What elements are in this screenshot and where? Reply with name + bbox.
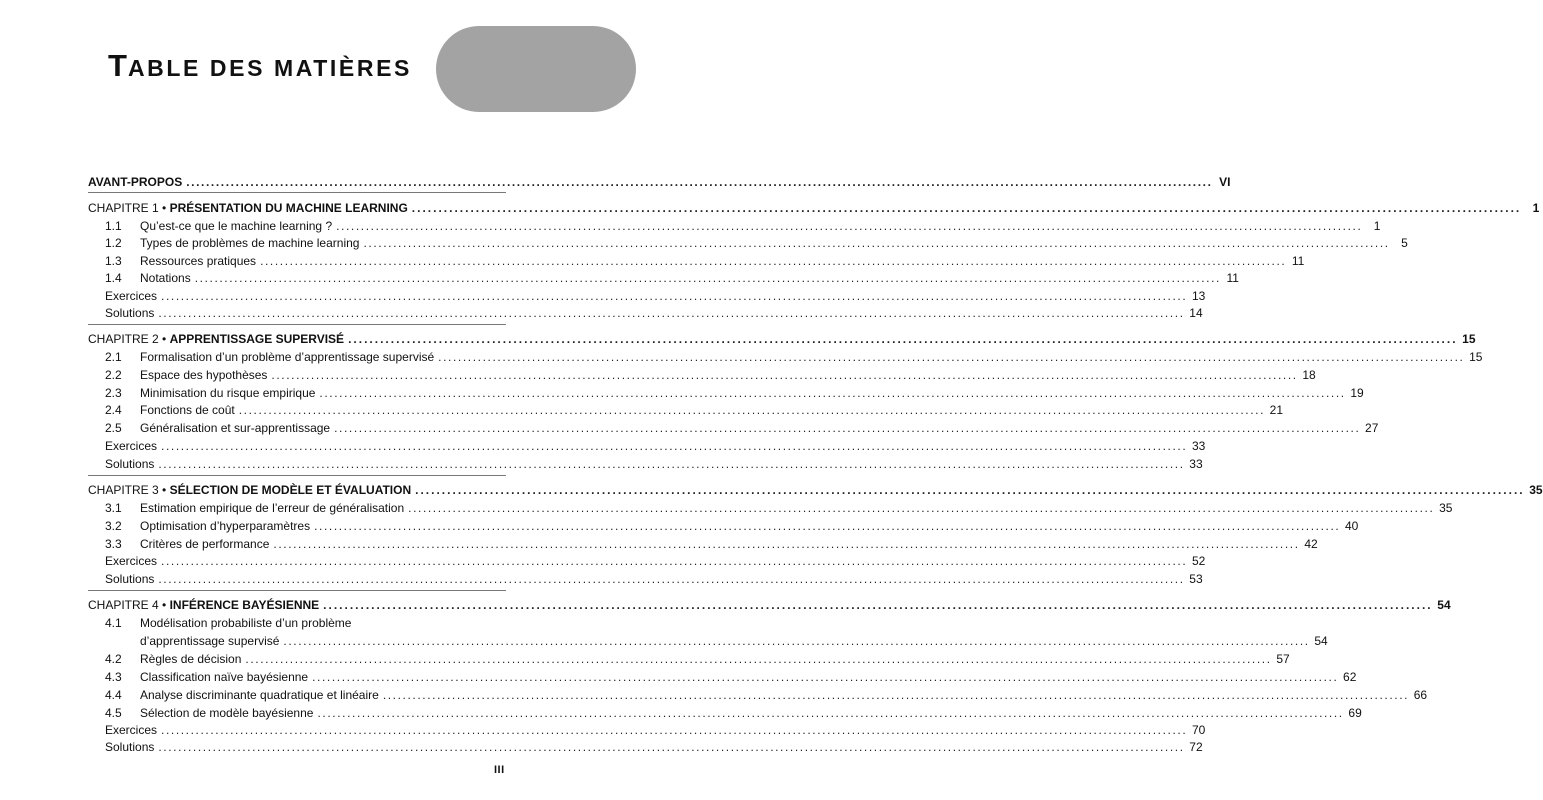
chapter-heading [88, 331, 344, 348]
section-label: Ressources pratiques [140, 254, 257, 268]
section-label: Minimisation du risque empirique [140, 386, 316, 400]
chapter-prefix: CHAPITRE 4 • [88, 598, 167, 612]
section-label: Notations [140, 271, 191, 285]
section-page: 57 [1276, 652, 1290, 666]
solutions-label: Solutions [105, 457, 155, 471]
section-label: Règles de décision [140, 652, 242, 666]
section-number: 4.1 [105, 616, 122, 630]
section-label: Critères de performance [140, 537, 270, 551]
toc-section[interactable] [105, 402, 1284, 419]
dot-leader [334, 420, 1360, 437]
section-page: 35 [1439, 501, 1453, 515]
dot-leader [271, 367, 1297, 384]
dot-leader [363, 235, 1389, 252]
section-label: d’apprentissage supervisé [140, 634, 280, 648]
toc-section[interactable] [105, 235, 1408, 252]
toc-section[interactable] [105, 270, 1239, 287]
chapter-heading [88, 200, 408, 217]
divider [88, 590, 506, 591]
section-number: 2.1 [105, 350, 122, 364]
section-label: Estimation empirique de l’erreur de généralisation [140, 501, 405, 515]
solutions-page: 14 [1189, 306, 1203, 320]
chapter-title: SÉLECTION DE MODÈLE ET ÉVALUATION [169, 483, 412, 497]
section-number: 4.3 [105, 670, 122, 684]
section-label: Généralisation et sur-apprentissage [140, 421, 331, 435]
chapter-page: 35 [1529, 483, 1543, 497]
dot-leader [260, 253, 1286, 270]
divider [88, 324, 506, 325]
chapter-page: 15 [1462, 332, 1476, 346]
toc-section[interactable] [105, 687, 1428, 704]
toc-section[interactable] [105, 253, 1305, 270]
section-label: Optimisation d’hyperparamètres [140, 519, 311, 533]
section-number: 4.5 [105, 706, 122, 720]
dot-leader [158, 571, 1184, 588]
section-label: Sélection de modèle bayésienne [140, 706, 314, 720]
section-label: Fonctions de coût [140, 403, 235, 417]
dot-leader [161, 438, 1187, 455]
section-number: 4.4 [105, 688, 122, 702]
dot-leader [186, 174, 1212, 191]
dot-leader [161, 288, 1187, 305]
chapter-prefix: CHAPITRE 1 • [88, 201, 167, 215]
dot-leader [438, 349, 1464, 366]
section-number: 2.3 [105, 386, 122, 400]
section-page: 62 [1343, 670, 1357, 684]
section-number: 1.1 [105, 219, 122, 233]
section-page: 42 [1304, 537, 1318, 551]
dot-leader [158, 456, 1184, 473]
solutions-label: Solutions [105, 740, 155, 754]
section-number: 3.2 [105, 519, 122, 533]
dot-leader [336, 218, 1362, 235]
section-page: 27 [1365, 421, 1379, 435]
toc-chapter-1[interactable] [88, 200, 1540, 217]
section-label: Qu’est-ce que le machine learning ? [140, 219, 333, 233]
dot-leader [158, 739, 1184, 756]
dot-leader [383, 687, 1409, 704]
solutions-label: Solutions [105, 306, 155, 320]
toc-section[interactable] [105, 651, 1290, 668]
exercices-label: Exercices [105, 554, 158, 568]
toc-solutions[interactable] [105, 305, 1203, 322]
page-title-rest: ABLE DES MATIÈRES [127, 55, 412, 81]
toc-chapter-2[interactable] [88, 331, 1476, 348]
dot-leader [317, 705, 1343, 722]
dot-leader [319, 385, 1345, 402]
toc-section[interactable] [105, 349, 1483, 366]
toc-entry-avant-propos[interactable] [88, 174, 1231, 191]
exercices-label: Exercices [105, 289, 158, 303]
chapter-page: 1 [1532, 201, 1540, 215]
toc-section[interactable] [105, 518, 1359, 535]
section-label: Types de problèmes de machine learning [140, 236, 360, 250]
dot-leader [161, 722, 1187, 739]
section-number: 1.2 [105, 236, 122, 250]
section-page: 11 [1291, 254, 1305, 268]
exercices-page: 13 [1191, 289, 1206, 303]
section-page: 66 [1413, 688, 1428, 702]
divider [88, 192, 506, 193]
divider [88, 475, 506, 476]
chapter-heading [88, 482, 411, 499]
exercices-page: 70 [1191, 723, 1206, 737]
dot-leader [312, 669, 1338, 686]
toc-section[interactable] [105, 218, 1381, 235]
dot-leader [314, 518, 1340, 535]
section-label: Analyse discriminante quadratique et linéaire [140, 688, 379, 702]
dot-leader [161, 553, 1187, 570]
dot-leader [273, 536, 1299, 553]
dot-leader [348, 331, 1457, 348]
toc-exercices[interactable] [105, 438, 1206, 455]
dot-leader [195, 270, 1221, 287]
section-page: 11 [1226, 271, 1239, 285]
page-number: III [494, 764, 505, 776]
toc-section[interactable] [105, 367, 1316, 384]
solutions-page: 72 [1189, 740, 1203, 754]
section-label: Formalisation d’un problème d’apprentissage supervisé [140, 350, 435, 364]
section-label: Espace des hypothèses [140, 368, 268, 382]
page-title-initial: T [108, 48, 128, 83]
solutions-page: 33 [1189, 457, 1203, 471]
chapter-heading [88, 597, 319, 614]
toc-chapter-4[interactable] [88, 597, 1451, 614]
dot-leader [283, 633, 1309, 650]
toc-exercices[interactable] [105, 553, 1206, 570]
section-number: 3.3 [105, 537, 122, 551]
chapter-title: PRÉSENTATION DU MACHINE LEARNING [169, 201, 408, 215]
section-page: 15 [1469, 350, 1483, 364]
toc-section[interactable] [105, 536, 1318, 553]
section-page: 5 [1401, 236, 1408, 250]
section-label-line1: Modélisation probabiliste d’un problème [140, 616, 352, 630]
chapter-title: APPRENTISSAGE SUPERVISÉ [169, 332, 345, 346]
section-number: 1.4 [105, 271, 122, 285]
toc-solutions[interactable] [105, 456, 1203, 473]
dot-leader [415, 482, 1524, 499]
toc-entry-page: VI [1219, 175, 1231, 189]
section-number: 3.1 [105, 501, 122, 515]
section-label: Classification naïve bayésienne [140, 670, 309, 684]
section-number: 1.3 [105, 254, 122, 268]
dot-leader [408, 500, 1434, 517]
toc-section-line1[interactable] [105, 615, 506, 632]
chapter-page: 54 [1437, 598, 1451, 612]
toc-solutions[interactable] [105, 571, 1203, 588]
toc-solutions[interactable] [105, 739, 1203, 756]
section-page: 21 [1269, 403, 1284, 417]
toc-section[interactable] [105, 669, 1357, 686]
toc-section[interactable] [105, 385, 1364, 402]
section-number: 2.2 [105, 368, 122, 382]
section-page: 40 [1345, 519, 1359, 533]
dot-leader [239, 402, 1265, 419]
exercices-label: Exercices [105, 439, 158, 453]
section-page: 18 [1302, 368, 1316, 382]
exercices-page: 52 [1191, 554, 1206, 568]
exercices-label: Exercices [105, 723, 158, 737]
section-page: 69 [1348, 706, 1362, 720]
toc-exercices[interactable] [105, 722, 1206, 739]
toc-section[interactable] [105, 633, 1328, 650]
toc-entry-label: AVANT-PROPOS [88, 175, 183, 189]
dot-leader [412, 200, 1521, 217]
chapter-prefix: CHAPITRE 3 • [88, 483, 167, 497]
toc-section[interactable] [105, 420, 1379, 437]
dot-leader [245, 651, 1271, 668]
dot-leader [323, 597, 1432, 614]
dot-leader [158, 305, 1184, 322]
chapter-prefix: CHAPITRE 2 • [88, 332, 167, 346]
section-number: 4.2 [105, 652, 122, 666]
solutions-page: 53 [1189, 572, 1203, 586]
section-page: 19 [1350, 386, 1364, 400]
section-page: 54 [1314, 634, 1328, 648]
exercices-page: 33 [1191, 439, 1206, 453]
toc-chapter-3[interactable] [88, 482, 1543, 499]
solutions-label: Solutions [105, 572, 155, 586]
toc-section[interactable] [105, 500, 1453, 517]
toc-section[interactable] [105, 705, 1362, 722]
section-number: 2.4 [105, 403, 122, 417]
section-number: 2.5 [105, 421, 122, 435]
chapter-title: INFÉRENCE BAYÉSIENNE [169, 598, 320, 612]
toc-exercices[interactable] [105, 288, 1206, 305]
section-page: 1 [1373, 219, 1381, 233]
